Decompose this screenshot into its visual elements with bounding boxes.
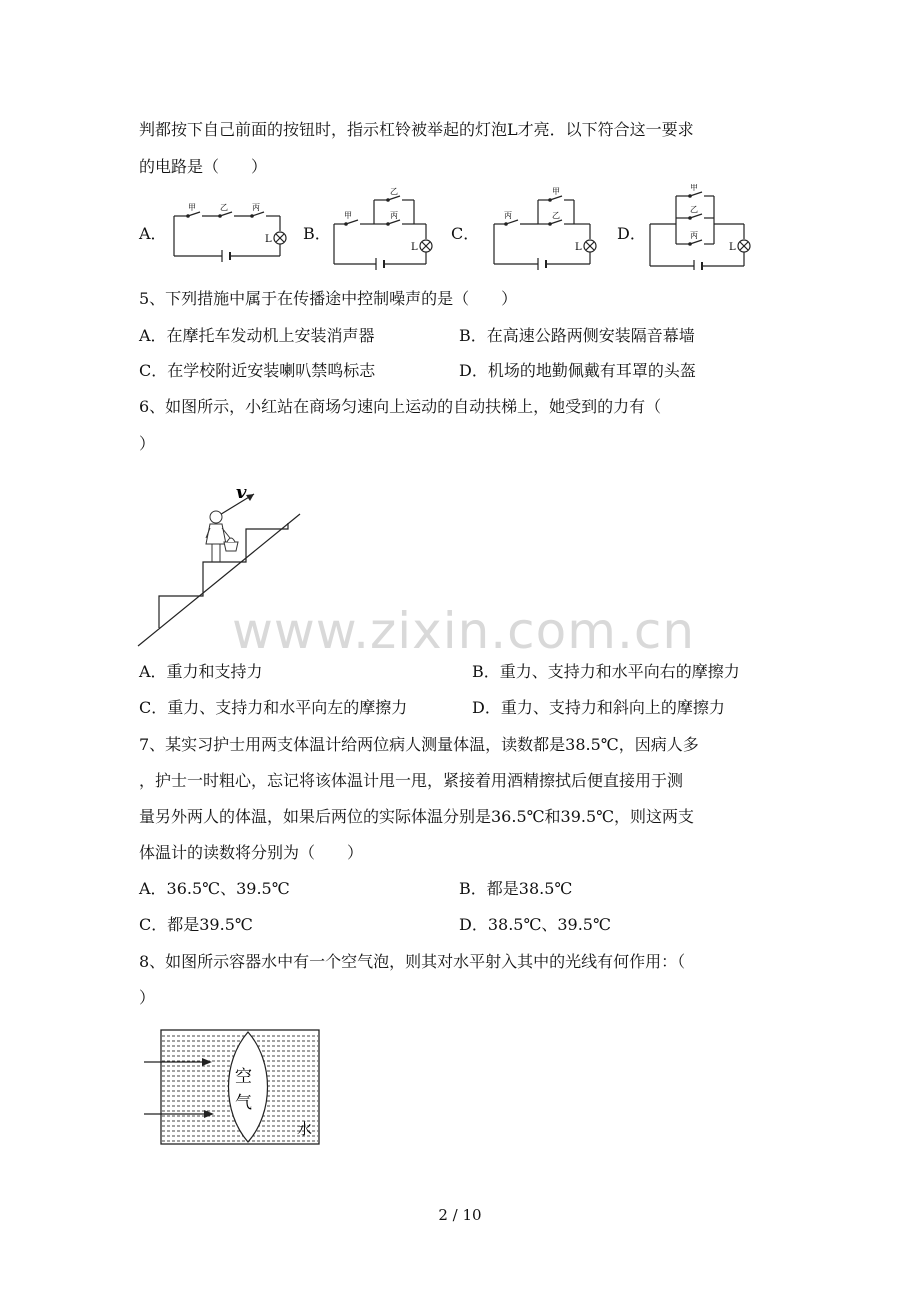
q7-option-c: C．都是39.5℃	[139, 915, 253, 934]
q6-line1: 6、如图所示，小红站在商场匀速向上运动的自动扶梯上，她受到的力有（	[139, 397, 662, 416]
lamp-label-a: L	[265, 234, 272, 245]
switch-label-a3: 丙	[252, 203, 260, 212]
q7-option-a: A．36.5℃、39.5℃	[139, 879, 290, 898]
q5-option-b: B．在高速公路两侧安装隔音幕墙	[459, 326, 695, 345]
lamp-label-c: L	[575, 242, 582, 253]
q4-option-b-label: B．	[303, 224, 331, 243]
girl-icon	[206, 511, 238, 562]
bubble-label-air-2: 气	[235, 1093, 252, 1113]
water-label: 水	[297, 1120, 313, 1138]
q7-line1: 7、某实习护士用两支体温计给两位病人测量体温，读数都是38.5℃，因病人多	[139, 735, 699, 754]
velocity-label: v	[236, 482, 247, 503]
switch-label-b1: 甲	[344, 211, 352, 220]
circuit-diagram-b	[330, 184, 440, 270]
q5-option-a: A．在摩托车发动机上安装消声器	[139, 326, 375, 345]
q4-option-a-label: A．	[139, 224, 167, 243]
lamp-label-b: L	[411, 242, 418, 253]
water-container-figure	[140, 1024, 324, 1148]
switch-label-b3: 丙	[390, 211, 398, 220]
q6-line2: ）	[139, 434, 156, 453]
q5-stem: 5、下列措施中属于在传播途中控制噪声的是（ ）	[139, 289, 518, 308]
q7-option-b: B．都是38.5℃	[459, 879, 573, 898]
switch-label-d1: 甲	[690, 184, 698, 192]
q7-line4: 体温计的读数将分别为（ ）	[139, 843, 364, 862]
q5-option-d: D．机场的地勤佩戴有耳罩的头盔	[459, 361, 696, 380]
circuit-diagram-d	[646, 184, 758, 270]
q8-line2: ）	[139, 988, 156, 1007]
q8-line1: 8、如图所示容器水中有一个空气泡，则其对水平射入其中的光线有何作用：（	[139, 952, 686, 971]
lamp-label-d: L	[729, 242, 736, 253]
q6-option-a: A．重力和支持力	[139, 662, 263, 681]
switch-label-d2: 乙	[690, 205, 698, 214]
q6-option-d: D．重力、支持力和斜向上的摩擦力	[472, 698, 725, 717]
q5-option-c: C．在学校附近安装喇叭禁鸣标志	[139, 361, 376, 380]
circuit-diagram-a	[168, 200, 293, 270]
q7-line3: 量另外两人的体温，如果后两位的实际体温分别是36.5℃和39.5℃，则这两支	[139, 807, 695, 826]
switch-label-d3: 丙	[690, 231, 698, 240]
q6-option-c: C．重力、支持力和水平向左的摩擦力	[139, 698, 408, 717]
circuit-diagram-c	[490, 184, 602, 270]
switch-label-a1: 甲	[188, 203, 196, 212]
bubble-label-air-1: 空	[235, 1067, 252, 1087]
q4-option-d-label: D．	[617, 224, 646, 243]
switch-label-c2: 甲	[552, 187, 560, 196]
q6-option-b: B．重力、支持力和水平向右的摩擦力	[472, 662, 740, 681]
q4-line1: 判都按下自己前面的按钮时，指示杠铃被举起的灯泡L才亮．以下符合这一要求	[139, 120, 694, 139]
switch-label-c3: 乙	[552, 211, 560, 220]
switch-label-b2: 乙	[390, 187, 398, 196]
switch-label-a2: 乙	[220, 203, 228, 212]
switch-label-c1: 丙	[504, 211, 512, 220]
q7-line2: ，护士一时粗心，忘记将该体温计甩一甩，紧接着用酒精擦拭后便直接用于测	[139, 771, 684, 790]
watermark: www.zixin.com.cn	[232, 602, 696, 660]
page-number: 2 / 10	[438, 1206, 482, 1224]
q4-option-c-label: C．	[451, 224, 480, 243]
q4-line2: 的电路是（ ）	[139, 157, 268, 176]
q7-option-d: D．38.5℃、39.5℃	[459, 915, 611, 934]
